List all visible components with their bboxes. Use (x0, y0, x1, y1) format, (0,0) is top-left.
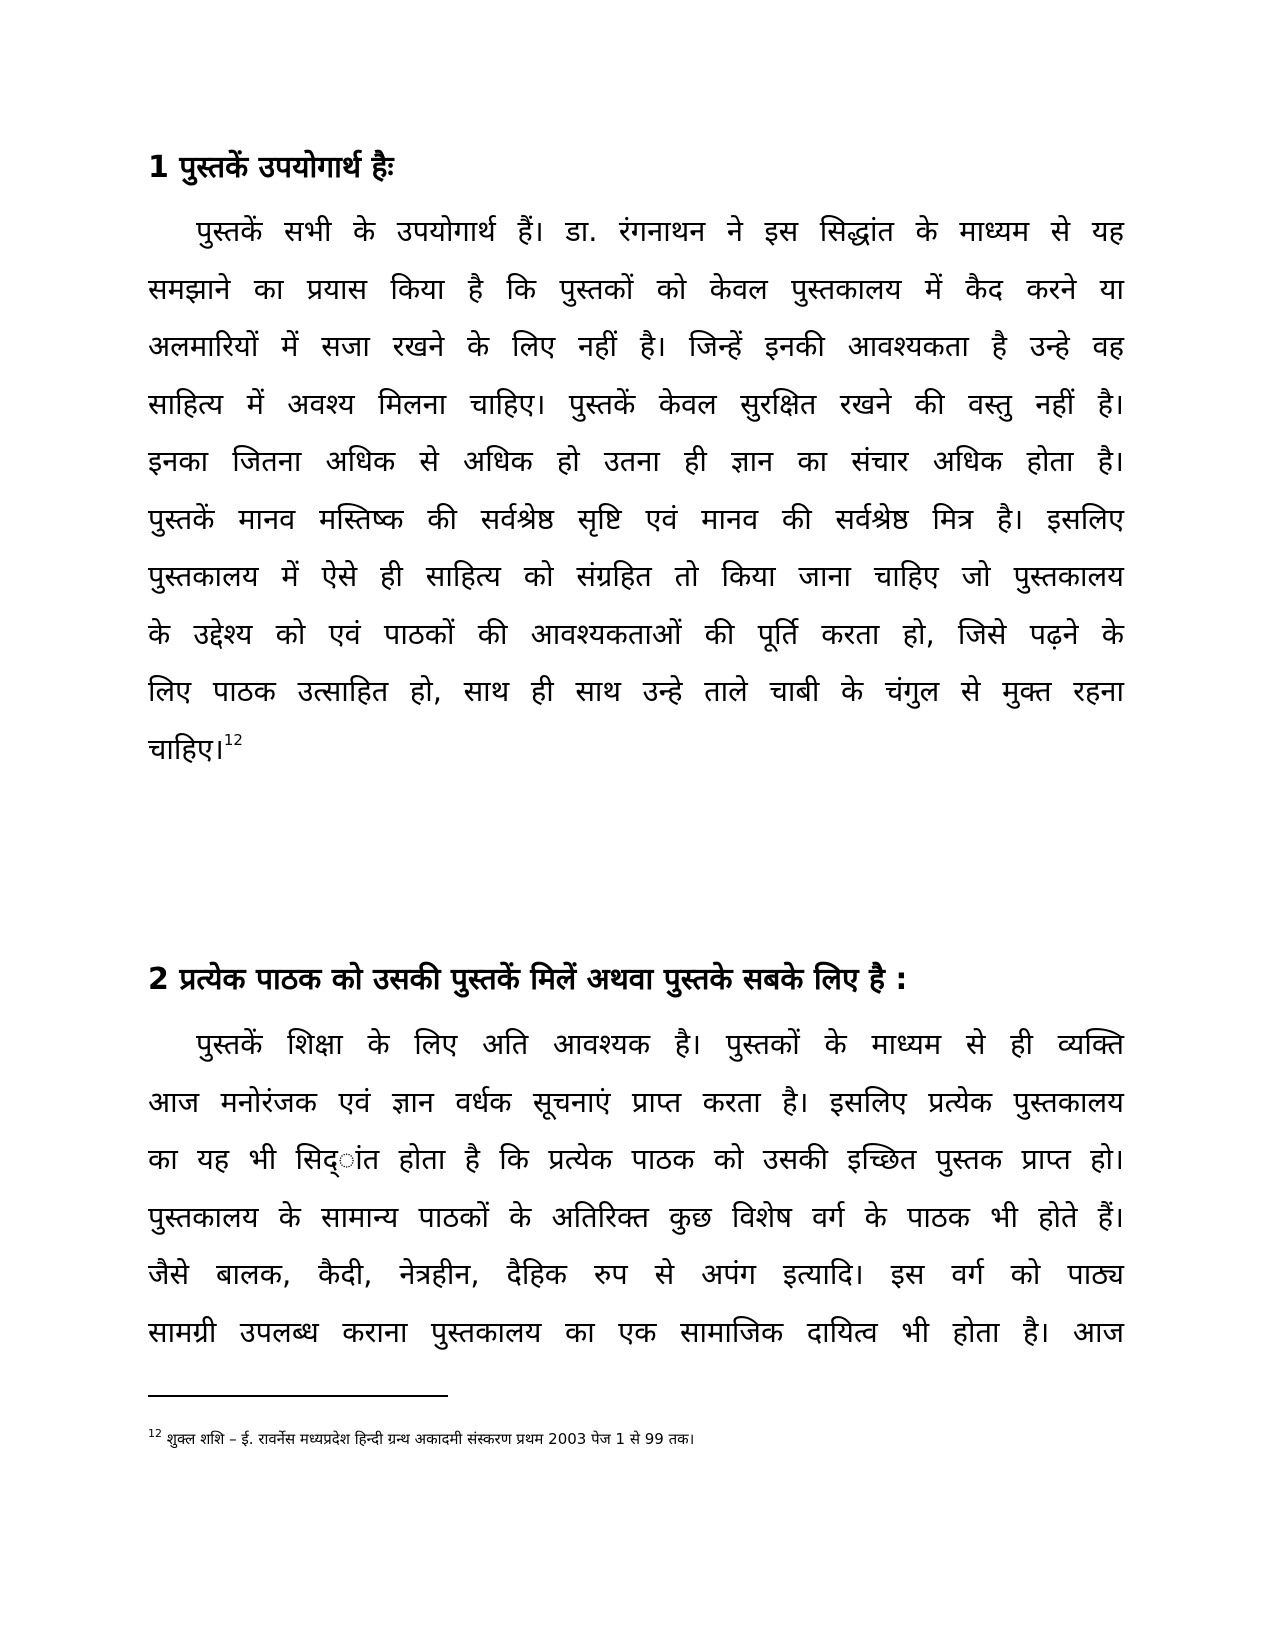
paragraph-line: के उद्देश्य को एवं पाठकों की आवश्यकताओं की पूर्ति करता हो, जिसे पढ़ने के (148, 616, 1124, 651)
footnote-number: 12 (148, 1427, 162, 1440)
paragraph-line: पुस्तकें सभी के उपयोगार्थ हैं। डा. रंगनाथन ने इस सिद्धांत के माध्यम से यह (196, 214, 1124, 248)
paragraph-line: अलमारियों में सजा रखने के लिए नहीं है। जिन्हें इनकी आवश्यकता है उन्हे वह (148, 329, 1124, 363)
paragraph-line: लिए पाठक उत्साहित हो, साथ ही साथ उन्हे ताले चाबी के चंगुल से मुक्त रहना (148, 674, 1124, 708)
footnote-divider (148, 1395, 448, 1397)
paragraph-line: सामग्री उपलब्ध कराना पुस्तकालय का एक सामाजिक दायित्व भी होता है। आज (148, 1314, 1124, 1349)
paragraph-line: पुस्तकालय में ऐसे ही साहित्य को संग्रहित तो किया जाना चाहिए जो पुस्तकालय (148, 559, 1124, 593)
paragraph-line: पुस्तकें शिक्षा के लिए अति आवश्यक है। पुस्तकों के माध्यम से ही व्यक्ति (196, 1027, 1124, 1061)
section-2-heading: 2 प्रत्येक पाठक को उसकी पुस्तकें मिलें अथवा पुस्तके सबके लिए है : (148, 962, 908, 997)
footnote (148, 1428, 694, 1450)
paragraph-line: समझाने का प्रयास किया है कि पुस्तकों को केवल पुस्तकालय में कैद करने या (148, 271, 1124, 306)
last-line-text: चाहिए। (148, 731, 224, 766)
footnote-reference: 12 (223, 730, 243, 749)
paragraph-line: पुस्तकालय के सामान्य पाठकों के अतिरिक्त कुछ विशेष वर्ग के पाठक भी होते हैं। (148, 1199, 1124, 1234)
paragraph-line: जैसे बालक, कैदी, नेत्रहीन, दैहिक रुप से अपंग इत्यादि। इस वर्ग को पाठ्य (148, 1257, 1124, 1291)
paragraph-line: इनका जितना अधिक से अधिक हो उतना ही ज्ञान का संचार अधिक होता है। (148, 444, 1124, 478)
paragraph-line: का यह भी सिद्ांत होता है कि प्रत्येक पाठक को उसकी इच्छित पुस्तक प्राप्त हो। (148, 1142, 1124, 1176)
section-2-paragraph (148, 1016, 1124, 1361)
section-1-heading: 1 पुस्तकें उपयोगार्थ हैः (148, 150, 394, 185)
paragraph-line: साहित्य में अवश्य मिलना चाहिए। पुस्तकें केवल सुरक्षित रखने की वस्तु नहीं है। (148, 386, 1124, 421)
paragraph-line: आज मनोरंजक एवं ज्ञान वर्धक सूचनाएं प्राप्त करता है। इसलिए प्रत्येक पुस्तकालय (148, 1084, 1124, 1119)
paragraph-line: पुस्तकें मानव मस्तिष्क की सर्वश्रेष्ठ सृष्टि एवं मानव की सर्वश्रेष्ठ मित्र है। इसलिए (148, 501, 1124, 536)
footnote-text: शुक्ल शशि – ई. रावर्नेस मध्यप्रदेश हिन्दी ग्रन्थ अकादमी संस्करण प्रथम 2003 पेज 1 से 99 तक। (166, 1430, 695, 1448)
paragraph-last-line (148, 721, 1124, 779)
section-1-paragraph (148, 203, 1124, 778)
